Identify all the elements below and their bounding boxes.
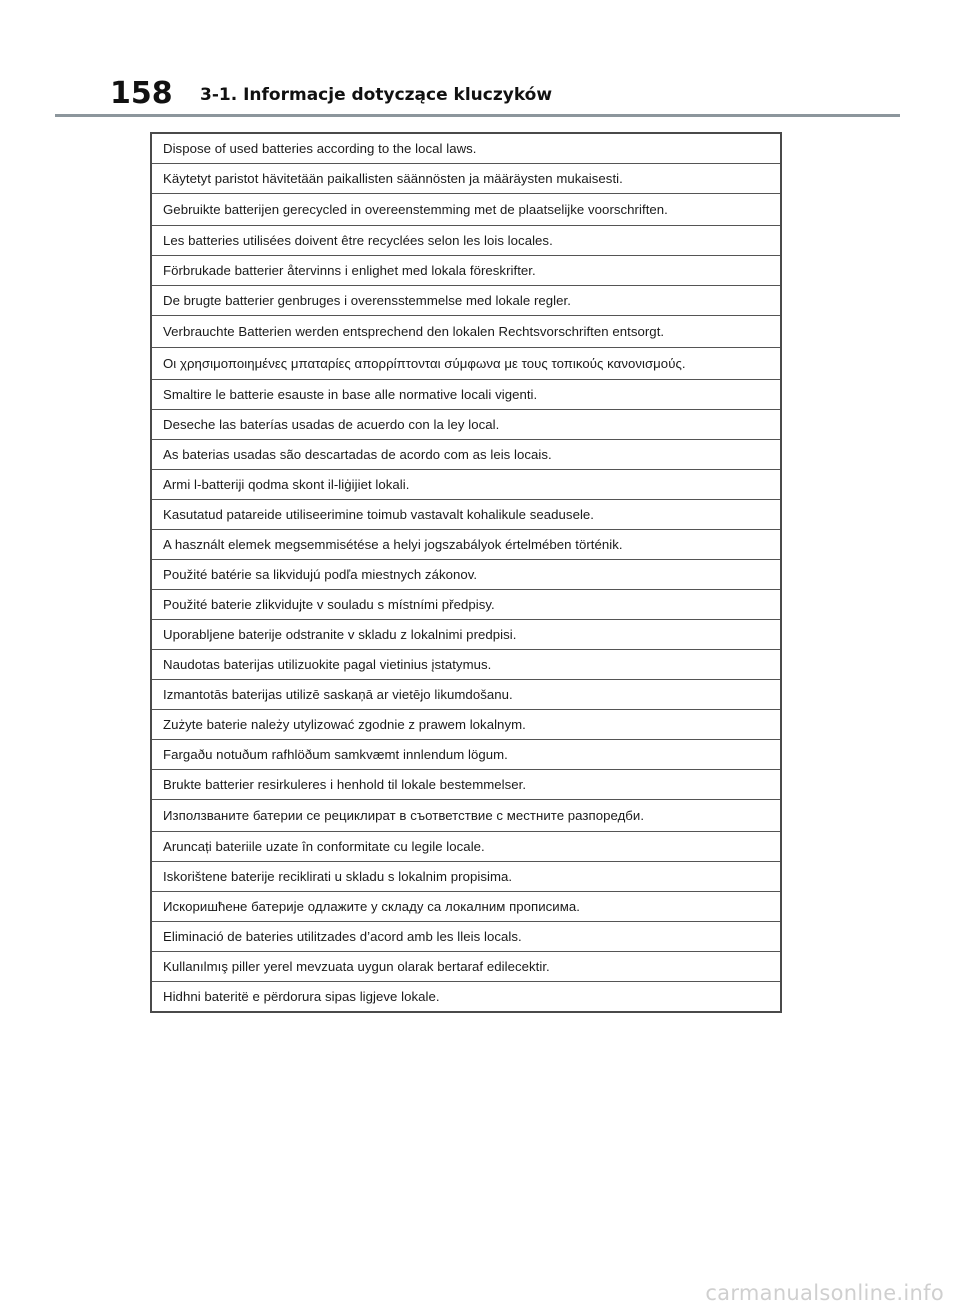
page-header (110, 76, 900, 112)
notice-row-sr: Искоришћене батерије одлажите у складу са локалним прописима. (152, 892, 780, 922)
footer-watermark: carmanualsonline.info (705, 1281, 944, 1305)
notice-row-fr: Les batteries utilisées doivent être recyclées selon les lois locales. (152, 226, 780, 256)
notice-row-sq: Hidhni bateritë e përdorura sipas ligjeve lokale. (163, 989, 440, 1004)
notice-row-mt: Armi l-batteriji qodma skont il-liġijiet lokali. (152, 470, 780, 500)
notice-row-de: Verbrauchte Batterien werden entsprechend den lokalen Rechtsvorschriften entsorgt. (152, 316, 780, 348)
notice-row-fi: Käytetyt paristot hävitetään paikallisten säännösten ja määräysten mukaisesti. (152, 164, 780, 194)
notice-row-it: Smaltire le batterie esauste in base alle normative locali vigenti. (152, 380, 780, 410)
notice-row-no: Brukte batterier resirkuleres i henhold til lokale bestemmelser. (152, 770, 780, 800)
notice-row-ca: Eliminació de bateries utilitzades d’acord amb les lleis locals. (152, 922, 780, 952)
battery-disposal-notice-box (150, 132, 782, 1013)
section-title: 3-1. Informacje dotyczące kluczyków (200, 85, 553, 105)
notice-row-da: De brugte batterier genbruges i overensstemmelse med lokale regler. (152, 286, 780, 316)
notice-row-hr: Iskorištene baterije reciklirati u skladu s lokalnim propisima. (152, 862, 780, 892)
notice-row-el: Οι χρησιμοποιημένες μπαταρίες απορρίπτονται σύμφωνα με τους τοπικούς κανονισμούς. (152, 348, 780, 380)
notice-row-pl: Zużyte baterie należy utylizować zgodnie z prawem lokalnym. (152, 710, 780, 740)
notice-row-nl: Gebruikte batterijen gerecycled in overeenstemming met de plaatselijke voorschriften. (152, 194, 780, 226)
notice-row-cs: Použité baterie zlikvidujte v souladu s místními předpisy. (152, 590, 780, 620)
notice-row-es: Deseche las baterías usadas de acuerdo con la ley local. (152, 410, 780, 440)
header-divider (55, 114, 900, 117)
notice-row-lv: Izmantotās baterijas utilizē saskaņā ar vietējo likumdošanu. (152, 680, 780, 710)
notice-row-sl: Uporabljene baterije odstranite v skladu z lokalnimi predpisi. (152, 620, 780, 650)
notice-row-et: Kasutatud patareide utiliseerimine toimub vastavalt kohalikule seadusele. (152, 500, 780, 530)
notice-row-sk: Použité batérie sa likvidujú podľa miestnych zákonov. (152, 560, 780, 590)
notice-row-sv: Förbrukade batterier återvinns i enlighet med lokala föreskrifter. (152, 256, 780, 286)
notice-row-lt: Naudotas baterijas utilizuokite pagal vietinius įstatymus. (152, 650, 780, 680)
notice-row-ro: Aruncați bateriile uzate în conformitate cu legile locale. (152, 832, 780, 862)
notice-row-tr: Kullanılmış piller yerel mevzuata uygun olarak bertaraf edilecektir. (152, 952, 780, 982)
notice-row-en: Dispose of used batteries according to the local laws. (152, 134, 780, 164)
notice-row-is: Fargaðu notuðum rafhlöðum samkvæmt innlendum lögum. (152, 740, 780, 770)
page-number: 158 (110, 76, 173, 111)
notice-row-pt: As baterias usadas são descartadas de acordo com as leis locais. (152, 440, 780, 470)
notice-row-hu: A használt elemek megsemmisétése a helyi jogszabályok értelmében történik. (152, 530, 780, 560)
notice-row-bg: Използваните батерии се рециклират в съответствие с местните разпоредби. (152, 800, 780, 832)
